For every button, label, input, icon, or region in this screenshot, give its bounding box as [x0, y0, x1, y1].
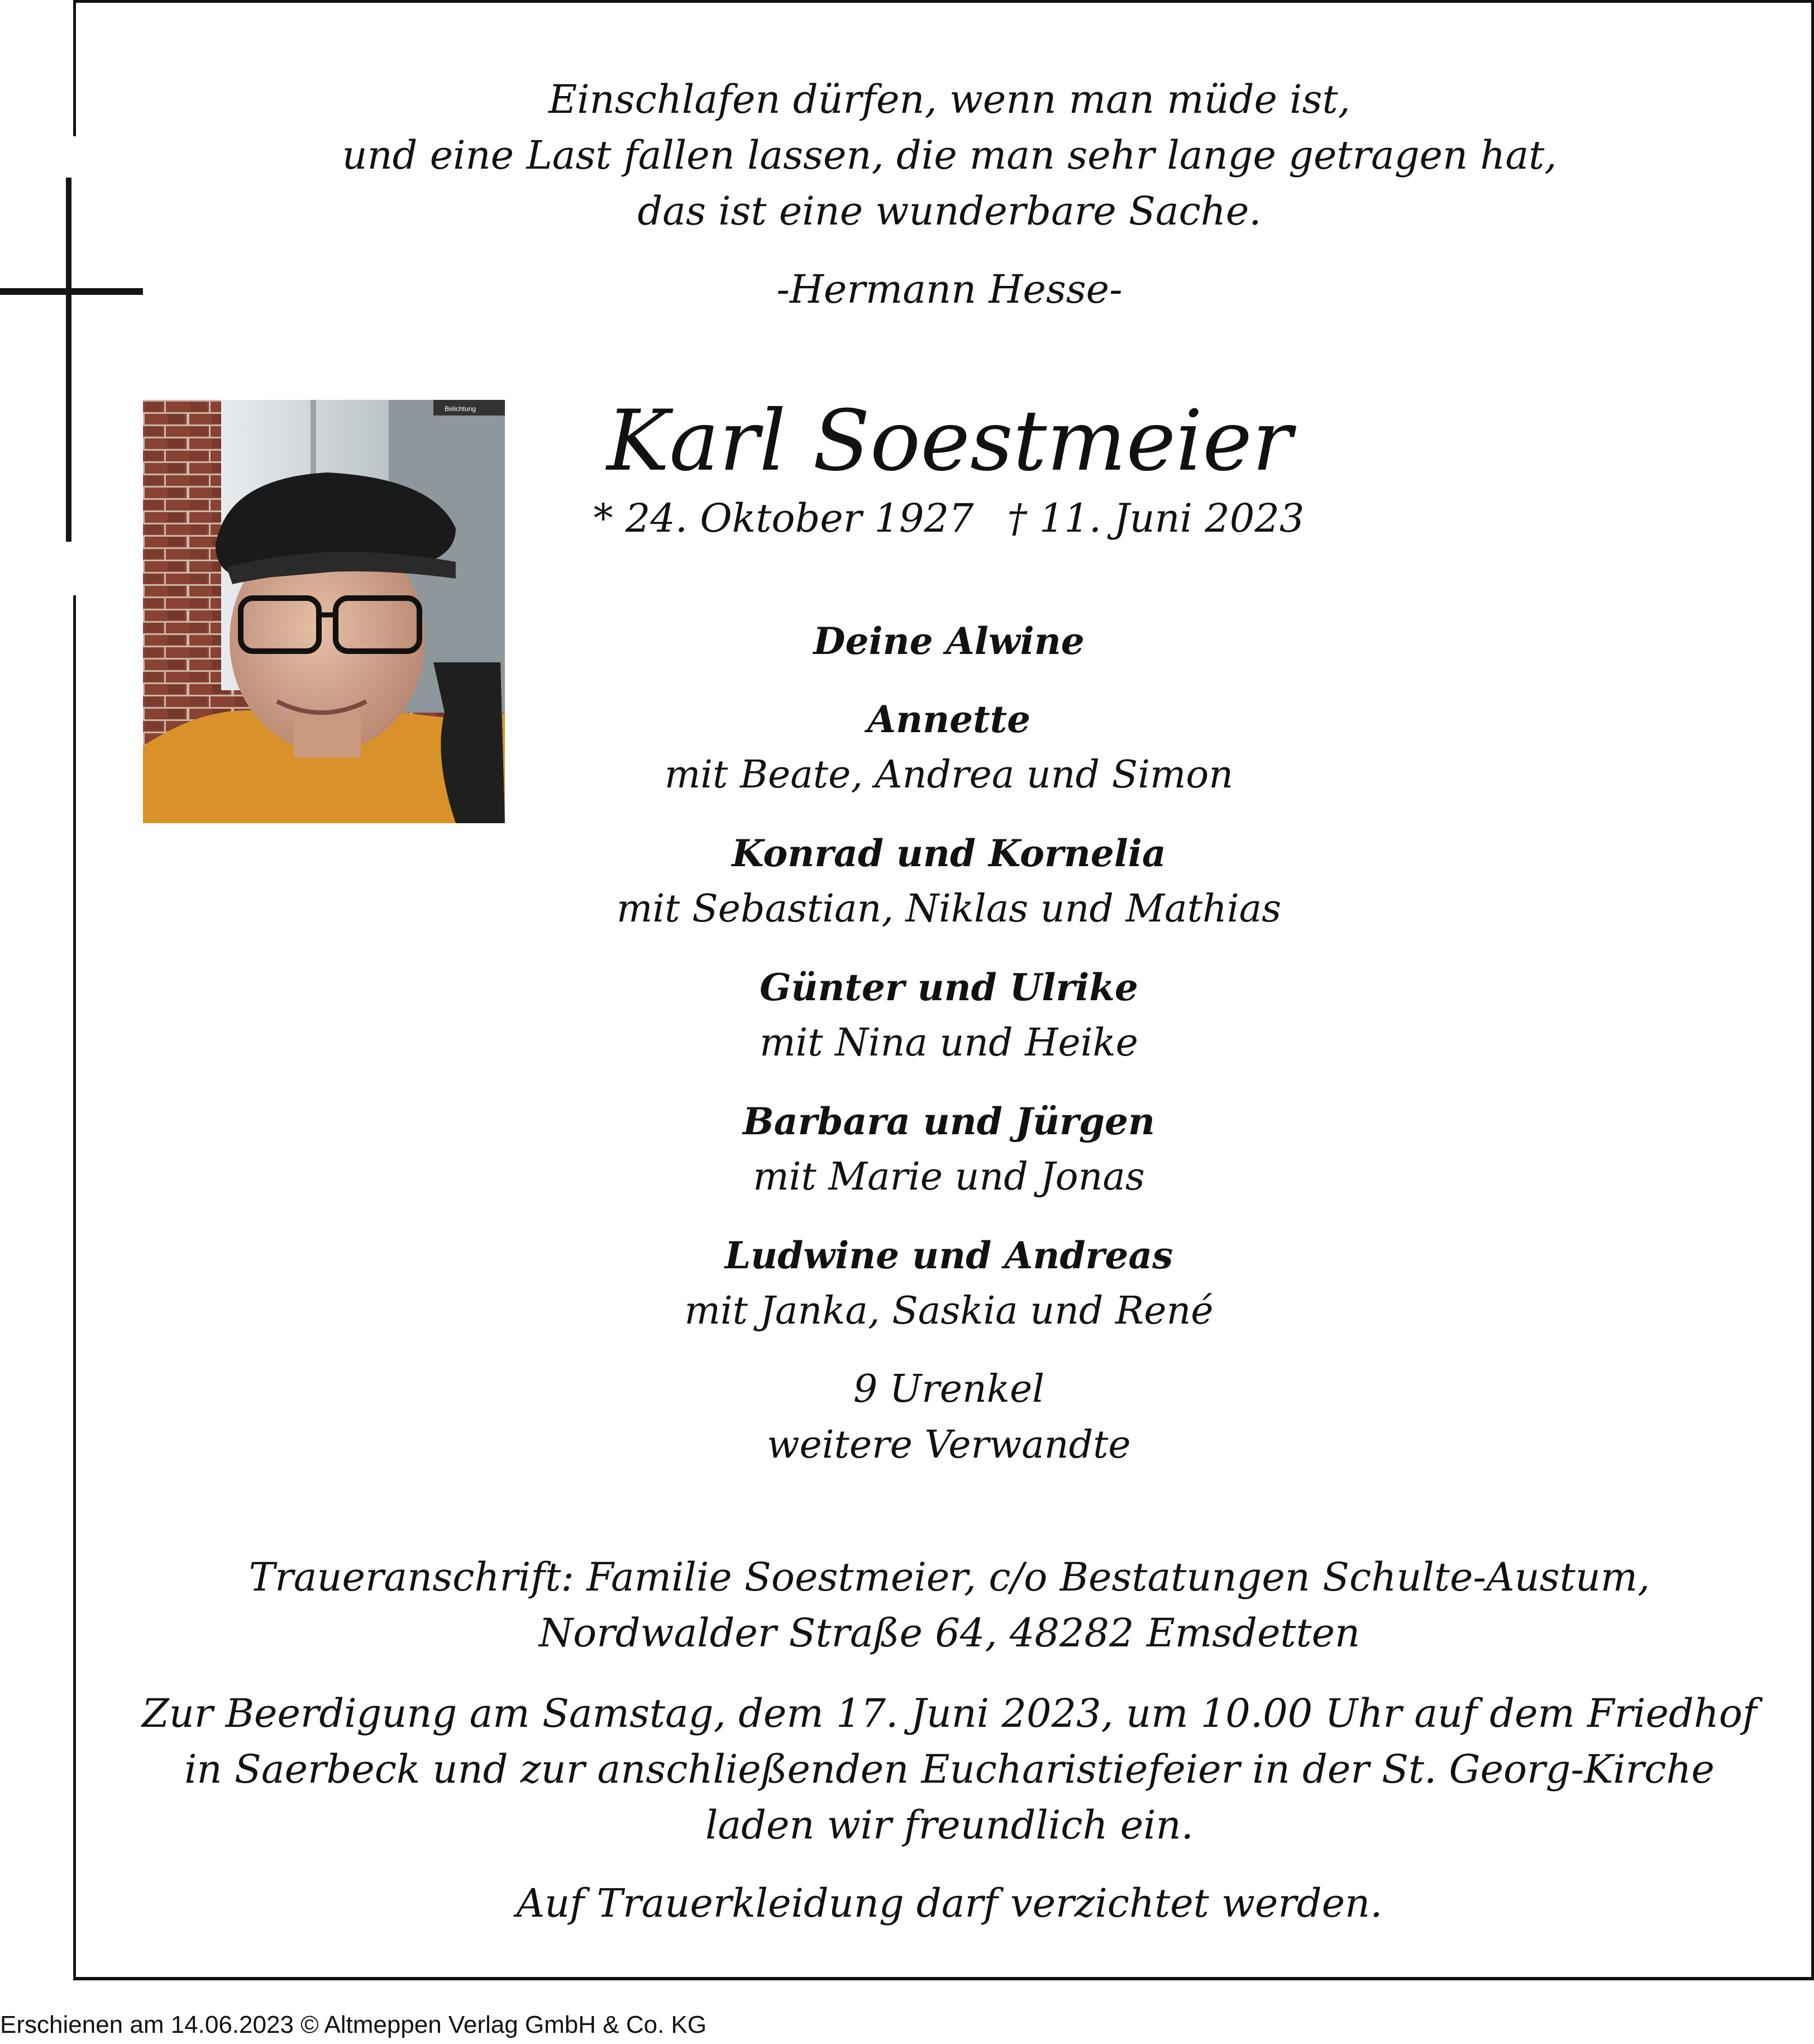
family-sub: mit Marie und Jonas: [753, 1155, 1145, 1199]
family-sub: mit Nina und Heike: [760, 1021, 1138, 1065]
funeral-line: Zur Beerdigung am Samstag, dem 17. Juni 2023, um 10.00 Uhr auf dem Friedhof: [142, 1690, 1757, 1736]
family-group: [447, 825, 1451, 937]
address-line: Traueranschrift: Familie Soestmeier, c/o Bestatungen Schulte-Austum,: [249, 1554, 1650, 1600]
frame-right-border: [1811, 0, 1814, 1980]
death-date: † 11. Juni 2023: [1007, 495, 1305, 541]
quote-line: und eine Last fallen lassen, die man sehr lange getragen hat,: [342, 132, 1557, 178]
family-group: [447, 1093, 1451, 1205]
funeral-invitation: [112, 1685, 1787, 1853]
photo-overlay-text: Belichtung: [445, 405, 476, 413]
family-group: [447, 613, 1451, 669]
address-line: Nordwalder Straße 64, 48282 Emsdetten: [538, 1610, 1360, 1656]
family-head: Annette: [867, 698, 1031, 741]
life-dates: [391, 490, 1507, 546]
family-group: [447, 1228, 1451, 1339]
funeral-line: in Saerbeck und zur anschließenden Eucharistiefeier in der St. Georg-Kirche: [184, 1746, 1715, 1792]
family-sub: mit Janka, Saskia und René: [684, 1289, 1214, 1333]
dress-note: Auf Trauerkleidung darf verzichtet werden.: [516, 1880, 1383, 1926]
family-sub: weitere Verwandte: [767, 1423, 1131, 1467]
family-sub: 9 Urenkel: [853, 1367, 1044, 1411]
deceased-name: Karl Soestmeier: [607, 393, 1292, 490]
funeral-line: laden wir freundlich ein.: [705, 1802, 1194, 1848]
mourning-address: [112, 1549, 1787, 1661]
poem-quote: [112, 71, 1787, 239]
family-head: Barbara und Jürgen: [743, 1100, 1155, 1143]
family-group: [447, 1362, 1451, 1473]
family-list: [447, 613, 1451, 1496]
quote-author: -Hermann Hesse-: [776, 266, 1123, 312]
family-head: Deine Alwine: [813, 619, 1085, 663]
family-sub: mit Beate, Andrea und Simon: [664, 753, 1234, 797]
publication-footer: Erschienen am 14.06.2023 © Altmeppen Verlag GmbH & Co. KG: [0, 2011, 707, 2038]
frame-top-border: [73, 0, 1814, 3]
frame-left-border-lower: [73, 595, 76, 1980]
family-sub: mit Sebastian, Niklas und Mathias: [616, 887, 1282, 931]
family-head: Konrad und Kornelia: [732, 832, 1166, 875]
birth-date: * 24. Oktober 1927: [593, 495, 974, 541]
quote-line: Einschlafen dürfen, wenn man müde ist,: [548, 77, 1350, 122]
family-group: [447, 959, 1451, 1071]
frame-bottom-border: [73, 1977, 1814, 1980]
family-head: Ludwine und Andreas: [724, 1234, 1173, 1277]
family-head: Günter und Ulrike: [760, 966, 1138, 1009]
frame-left-border-upper: [73, 0, 76, 136]
quote-line: das ist eine wunderbare Sache.: [637, 188, 1262, 234]
family-group: [447, 691, 1451, 803]
